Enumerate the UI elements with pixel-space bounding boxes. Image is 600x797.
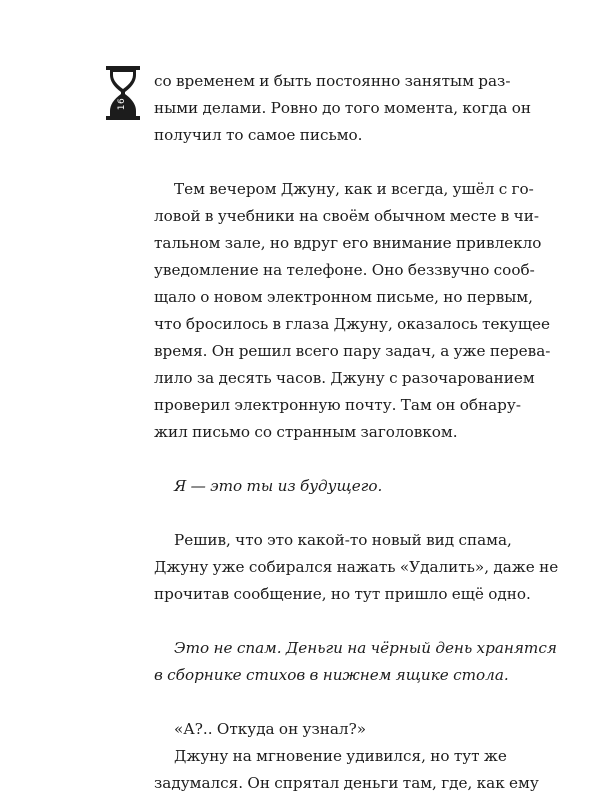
- text-line: проверил электронную почту. Там он обнару-: [154, 396, 521, 414]
- text-line: Решив, что это какой-то новый вид спама,: [174, 531, 512, 549]
- text-line: Я — это ты из будущего.: [174, 477, 383, 495]
- page-number: 16: [117, 97, 127, 111]
- text-line: щало о новом электронном письме, но первым,: [154, 288, 533, 306]
- paragraph: [154, 716, 460, 743]
- text-line: «А?.. Откуда он узнал?»: [174, 720, 367, 738]
- text-line: время. Он решил всего пару задач, а уже перева-: [154, 342, 551, 360]
- text-line: тальном зале, но вдруг его внимание привлекло: [154, 234, 542, 252]
- text-line: Джуну на мгновение удивился, но тут же: [174, 747, 507, 765]
- text-line: Это не спам. Деньги на чёрный день хранятся: [174, 639, 557, 657]
- text-line: получил то самое письмо.: [154, 126, 363, 144]
- text-line: в сборнике стихов в нижнем ящике стола.: [154, 666, 509, 684]
- text-line: уведомление на телефоне. Оно беззвучно сооб-: [154, 261, 535, 279]
- text-line: Джуну уже собирался нажать «Удалить», даже не: [154, 558, 559, 576]
- text-line: что бросилось в глаза Джуну, оказалось текущее: [154, 315, 550, 333]
- italic-paragraph: [154, 473, 460, 500]
- paragraph: [154, 527, 559, 608]
- italic-paragraph: [154, 635, 557, 689]
- text-line: жил письмо со странным заголовком.: [154, 423, 458, 441]
- paragraph: [154, 176, 551, 446]
- text-line: Тем вечером Джуну, как и всегда, ушёл с го-: [174, 180, 534, 198]
- paragraph: [154, 68, 531, 149]
- body-text: [154, 68, 559, 797]
- text-line: со временем и быть постоянно занятым раз-: [154, 72, 511, 90]
- text-line: прочитав сообщение, но тут пришло ещё одно.: [154, 585, 531, 603]
- text-line: ными делами. Ровно до того момента, когда он: [154, 99, 531, 117]
- text-line: ловой в учебники на своём обычном месте в чи-: [154, 207, 539, 225]
- paragraph: [154, 743, 539, 797]
- text-line: задумался. Он спрятал деньги там, где, как ему: [154, 774, 539, 792]
- text-line: лило за десять часов. Джуну с разочарованием: [154, 369, 535, 387]
- page-marker: [106, 66, 140, 120]
